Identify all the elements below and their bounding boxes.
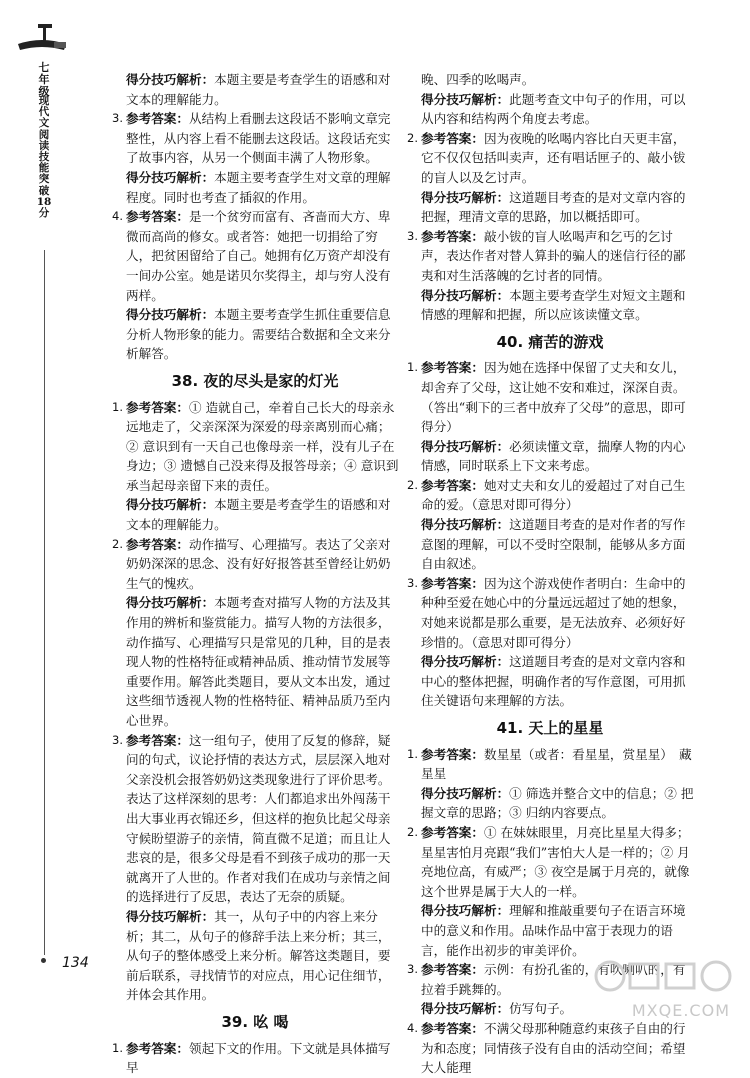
- answer-text: 参考答案：① 在妹妹眼里，月亮比星星大得多；星星害怕月亮跟“我们”害怕大人是一样的；② 月亮地位高，有威严；③ 夜空是属于月亮的，就像这个世界是属于大人的一样。: [421, 824, 690, 899]
- right-column: [405, 70, 695, 1078]
- explanation: 得分技巧解析：此题考查文中句子的作用，可以从内容和结构两个角度去考虑。: [421, 91, 686, 127]
- answer-label: 参考答案：: [421, 130, 484, 146]
- answer-label: 得分技巧解析：: [126, 497, 215, 513]
- item-number: 1.: [112, 399, 123, 414]
- sidebar-logo-icon: [14, 22, 70, 56]
- answer-item: [110, 109, 400, 168]
- answer-text: 参考答案：从结构上看删去这段话不影响文章完整性，从内容上看不能删去这段话。这段话充实了故事内容，从另一个侧面丰满了人物形象。: [126, 111, 391, 166]
- item-number: 1.: [112, 1040, 123, 1055]
- answer-text: 参考答案：是一个贫穷而富有、吝啬而大方、卑微而高尚的修女。或者答：她把一切捐给了穷人，把贫困留给了自己。她拥有亿万资产却没有一间办公室。她是诺贝尔奖得主，却与穷人没有两样。: [126, 209, 391, 303]
- answer-text-continued: 晚、四季的吆喝声。: [421, 72, 535, 87]
- answer-label: 参考答案：: [421, 360, 484, 376]
- answer-text: 参考答案：因为这个游戏使作者明白：生命中的种种至爱在她心中的分量远远超过了她的想象，对她来说都是那么重要，是无法放弃、必须好好珍惜的。（意思对即可得分）: [421, 575, 686, 650]
- answer-text: 参考答案：动作描写、心理描写。表达了父亲对奶奶深深的思念、没有好好报答甚至曾经让奶奶生气的愧疚。: [126, 536, 391, 591]
- explanation: 得分技巧解析：本题主要考查学生对文章的理解程度。同时也考查了插叙的作用。: [126, 169, 391, 205]
- sidebar-dot: [41, 958, 46, 963]
- answer-label: 得分技巧解析：: [421, 1001, 510, 1017]
- answer-label: 参考答案：: [421, 962, 484, 978]
- sidebar-grade: 七年级: [38, 61, 50, 98]
- section-heading-40: 40. 痛苦的游戏: [496, 332, 604, 351]
- answer-text: 参考答案：领起下文的作用。下文就是具体描写早: [126, 1040, 391, 1076]
- section-heading-41: 41. 天上的星星: [496, 719, 604, 737]
- answer-label: 参考答案：: [126, 111, 189, 127]
- answer-text: 参考答案：因为夜晚的吆喝内容比白天更丰富，它不仅仅包括叫卖声，还有唱话匣子的、敲小钹的盲人以及乞讨声。: [421, 130, 686, 185]
- section-heading-38: 38. 夜的尽头是家的灯光: [171, 371, 339, 390]
- left-column: [110, 70, 400, 1078]
- answer-item: [405, 745, 695, 784]
- answer-item: [405, 476, 695, 515]
- answer-text: 参考答案：示例：有扮孔雀的，有吹喇叭的，有拉着手跳舞的。: [421, 962, 686, 997]
- explanation: 得分技巧解析：理解和推敲重要句子在语言环境中的意义和作用。品味作品中富于表现力的语言，能作出初步的审美评价。: [421, 903, 686, 958]
- item-number: 3.: [112, 732, 123, 747]
- explanation: 得分技巧解析：本题主要是考查学生的语感和对文本的理解能力。: [126, 497, 391, 533]
- answer-label: 得分技巧解析：: [126, 307, 215, 323]
- section-heading-39: 39. 吆 喝: [221, 1012, 289, 1031]
- answer-label: 参考答案：: [421, 1020, 484, 1036]
- explanation: 得分技巧解析：必须读懂文章，揣摩人物的内心情感，同时联系上下文来考虑。: [421, 438, 686, 474]
- answer-label: 得分技巧解析：: [421, 785, 510, 801]
- watermark-text: MXQE.COM: [631, 1001, 730, 1020]
- answer-text: 参考答案：这一组句子，使用了反复的修辞，疑问的句式，议论抒情的表达方式，层层深入地对父亲没机会报答奶奶这类现象进行了评价思考。表达了这样深刻的思考：人们都追求出外闯荡干出大事业再衣锦还乡，但这样的抱负比起父母亲守候盼望游子的亲情，简直微不足道；而且让人悲哀的是，很多父母是看不到孩子成功的那一天就离开了人世的。作者对我们在成功与亲情之间的选择进行了反思，表达了无奈的质疑。: [126, 732, 391, 905]
- item-number: 4.: [407, 1020, 418, 1035]
- explanation: 得分技巧解析：本题主要考查学生对短文主题和情感的理解和把握，所以应该读懂文章。: [421, 287, 686, 323]
- answer-label: 参考答案：: [421, 746, 484, 762]
- item-number: 2.: [112, 536, 123, 551]
- answer-label: 参考答案：: [126, 732, 189, 748]
- answer-label: 得分技巧解析：: [421, 91, 510, 107]
- answer-item: [110, 1039, 400, 1078]
- item-number: 3.: [112, 111, 123, 126]
- item-number: 3.: [407, 228, 418, 243]
- item-number: 3.: [407, 962, 418, 977]
- answer-item: [110, 398, 400, 496]
- answer-label: 参考答案：: [421, 575, 484, 591]
- answer-label: 参考答案：: [421, 824, 484, 840]
- answer-label: 得分技巧解析：: [421, 654, 510, 670]
- answer-label: 得分技巧解析：: [126, 908, 215, 924]
- answer-text: 参考答案：她对丈夫和女儿的爱超过了对自己生命的爱。（意思对即可得分）: [421, 477, 686, 513]
- answer-label: 得分技巧解析：: [126, 595, 215, 611]
- answer-label: 得分技巧解析：: [421, 903, 510, 919]
- answer-text: 参考答案：不满父母那种随意约束孩子自由的行为和态度；同情孩子没有自由的活动空间；希望大人能理: [421, 1020, 686, 1076]
- answer-item: [405, 574, 695, 652]
- answer-label: 参考答案：: [126, 1040, 189, 1056]
- answer-text: 参考答案：因为她在选择中保留了丈夫和女儿，却舍弃了父母，这让她不安和难过，深深自责。（答出“剩下的三者中放弃了父母”的意思，即可得分）: [421, 360, 686, 435]
- explanation: 得分技巧解析：这道题目考查的是对作者的写作意图的理解，可以不受时空限制，能够从多方面自由叙述。: [421, 517, 686, 572]
- explanation: 得分技巧解析：本题考查对描写人物的方法及其作用的辨析和鉴赏能力。描写人物的方法很多，动作描写、心理描写只是常见的几种，目的是表现人物的性格特征或精神品质、推动情节发展等重要作用。解答此类题目，要从文本出发，通过这些细节透视人物的性格特征、精神品质乃至内心世界。: [126, 595, 391, 728]
- answer-label: 参考答案：: [421, 477, 484, 493]
- item-number: 2.: [407, 824, 418, 839]
- explanation: 得分技巧解析：这道题目考查的是对文章内容和中心的整体把握，明确作者的写作意图，可用抓住关键语句来理解的方法。: [421, 654, 686, 709]
- item-number: 3.: [407, 575, 418, 590]
- answer-item: [405, 227, 695, 286]
- answer-label: 参考答案：: [126, 536, 189, 552]
- answer-label: 得分技巧解析：: [421, 438, 510, 454]
- item-number: 4.: [112, 209, 123, 224]
- answer-item: [110, 207, 400, 305]
- explanation: 得分技巧解析：这道题目考查的是对文章内容的把握，理清文章的思路，加以概括即可。: [421, 189, 686, 225]
- answer-item: [405, 129, 695, 188]
- item-number: 2.: [407, 477, 418, 492]
- answer-text: 参考答案：数星星（或者：看星星，赏星星） 藏星星: [421, 746, 692, 782]
- explanation: 得分技巧解析：本题主要是考查学生的语感和对文本的理解能力。: [126, 72, 391, 107]
- answer-label: 得分技巧解析：: [126, 72, 215, 87]
- explanation: 得分技巧解析：本题主要考查学生抓住重要信息分析人物形象的能力。需要结合数据和全文来分析解答。: [126, 307, 391, 362]
- item-number: 1.: [407, 360, 418, 375]
- answer-text: 参考答案：① 造就自己，牵着自己长大的母亲永远地走了，父亲深深为深爱的母亲离别而心痛；② 意识到有一天自己也像母亲一样，没有儿子在身边；③ 遗憾自己没来得及报答母亲；④ 意识到承当起母亲留下来的责任。: [126, 399, 399, 493]
- answer-label: 得分技巧解析：: [126, 169, 215, 185]
- explanation: 得分技巧解析：① 筛选并整合文中的信息；② 把握文章的思路；③ 归纳内容要点。: [421, 785, 694, 821]
- answer-text: 参考答案：敲小钹的盲人吆喝声和乞丐的乞讨声，表达作者对替人算卦的骗人的迷信行径的鄙夷和对生活落魄的乞讨者的同情。: [421, 228, 686, 283]
- answer-item: [405, 823, 695, 901]
- answer-item: [110, 535, 400, 594]
- answer-label: 得分技巧解析：: [421, 189, 510, 205]
- answer-label: 参考答案：: [126, 209, 189, 225]
- answer-label: 得分技巧解析：: [421, 517, 510, 533]
- explanation: 得分技巧解析：其一，从句子中的内容上来分析；其二，从句子的修辞手法上来分析；其三，从句子的整体感受上来分析。解答这类题目，要前后联系，寻找情节的对应点，用心记住细节，并体会其作用。: [126, 908, 391, 1003]
- answer-label: 得分技巧解析：: [421, 287, 510, 303]
- item-number: 2.: [407, 130, 418, 145]
- page-number: 134: [62, 955, 89, 971]
- explanation: 得分技巧解析：仿写句子。: [421, 1001, 573, 1017]
- sidebar-line: [44, 250, 45, 955]
- answer-item: [405, 358, 695, 436]
- item-number: 1.: [407, 746, 418, 761]
- sidebar-series-title: 现代文阅读技能突破18分: [36, 95, 52, 220]
- answer-item: [110, 731, 400, 907]
- answer-label: 参考答案：: [126, 399, 189, 415]
- answer-label: 参考答案：: [421, 228, 484, 244]
